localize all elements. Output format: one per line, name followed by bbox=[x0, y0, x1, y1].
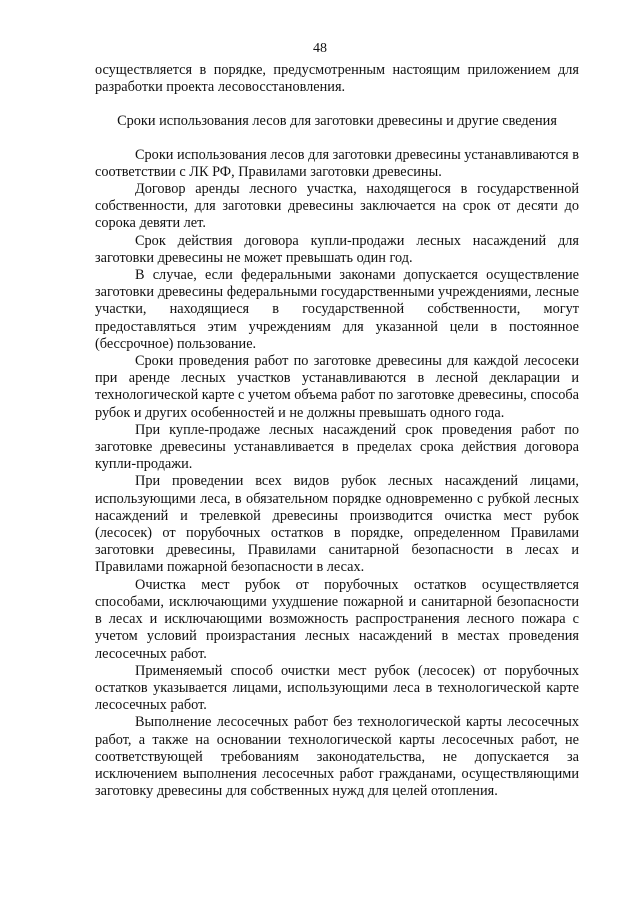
paragraph: Выполнение лесосечных работ без технологической карты лесосечных работ, а также на основании технологической карты лесосечных работ, не соответствующей требованиям законодательства, не допускается за исключением выполнения лесосечных работ гражданами, осуществляющими заготовку древесины для собственных нужд для целей отопления. bbox=[95, 714, 579, 800]
paragraph: Срок действия договора купли-продажи лесных насаждений для заготовки древесины не может превышать один год. bbox=[95, 232, 579, 266]
paragraph: Применяемый способ очистки мест рубок (лесосек) от порубочных остатков указывается лицами, использующими леса в технологической карте лесосечных работ. bbox=[95, 662, 579, 714]
paragraph: Очистка мест рубок от порубочных остатков осуществляется способами, исключающими ухудшение пожарной и санитарной безопасности в лесах и исключающими возможность распространения лесного пожара с учетом условий произрастания лесных насаждений в местах проведения лесосечных работ. bbox=[95, 576, 579, 662]
paragraph: При проведении всех видов рубок лесных насаждений лицами, использующими леса, в обязательном порядке одновременно с рубкой лесных насаждений и трелевкой древесины производится очистка мест рубок (лесосек) от порубочных остатков в порядке, определенном Правилами заготовки древесины, Правилами санитарной безопасности в лесах и Правилами пожарной безопасности в лесах. bbox=[95, 473, 579, 576]
page-number: 48 bbox=[313, 41, 327, 56]
section-heading: Сроки использования лесов для заготовки древесины и другие сведения bbox=[117, 113, 557, 130]
paragraph: Сроки использования лесов для заготовки древесины устанавливаются в соответствии с ЛК РФ, Правилами заготовки древесины. bbox=[95, 146, 579, 180]
paragraph: При купле-продаже лесных насаждений срок проведения работ по заготовке древесины устанавливается в пределах срока действия договора купли-продажи. bbox=[95, 421, 579, 473]
paragraph: В случае, если федеральными законами допускается осуществление заготовки древесины федеральными государственными учреждениями, лесные участки, находящиеся в государственной собственности, могут предоставляться этим учреждениям для указанной цели в постоянное (бессрочное) пользование. bbox=[95, 267, 579, 352]
paragraph: Договор аренды лесного участка, находящегося в государственной собственности, для заготовки древесины заключается на срок от десяти до сорока девяти лет. bbox=[95, 181, 579, 232]
document-body bbox=[95, 62, 579, 800]
paragraph: Сроки проведения работ по заготовке древесины для каждой лесосеки при аренде лесных участков устанавливаются в лесной декларации и технологической карте с учетом объема работ по заготовке древесины, способа рубок и других особенностей и не должны превышать одного года. bbox=[95, 353, 579, 421]
intro-continuation: осуществляется в порядке, предусмотренным настоящим приложением для разработки проекта лесовосстановления. bbox=[95, 62, 579, 96]
